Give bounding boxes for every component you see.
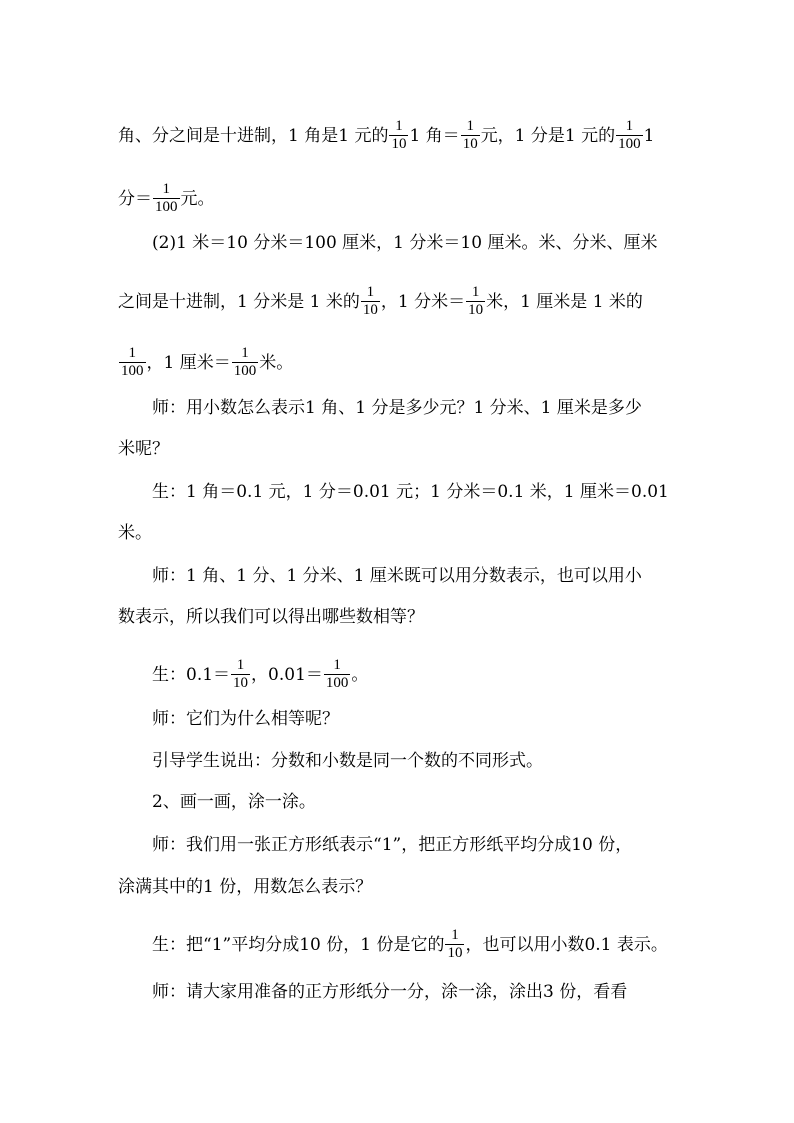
text-run: 生：把“1”平均分成10 份，1 份是它的 [152, 934, 445, 955]
line-11 [118, 606, 678, 628]
text-run: 角、分之间是十进制，1 角是1 元的 [118, 125, 389, 146]
fraction [616, 118, 643, 153]
text-run: ，1 分米＝ [380, 291, 466, 312]
fraction-denominator: 100 [618, 136, 641, 152]
text-run: 元。 [180, 188, 215, 209]
line-15 [152, 791, 678, 813]
text-run: ，0.01＝ [251, 664, 323, 685]
text-run: (2)1 米＝10 分米＝100 厘米，1 分米＝10 厘米。米、分米、厘米 [152, 233, 658, 253]
fraction [324, 657, 351, 692]
fraction-denominator: 100 [233, 363, 257, 379]
fraction-denominator: 10 [447, 945, 463, 961]
line-6 [152, 397, 678, 419]
text-run: 米。 [118, 523, 152, 543]
line-3 [152, 232, 678, 254]
text-run: 1 角＝ [409, 125, 460, 146]
line-2 [118, 181, 678, 216]
line-18 [152, 927, 678, 962]
fraction-denominator: 10 [362, 302, 378, 318]
text-run: 生：1 角＝0.1 元，1 分＝0.01 元；1 分米＝0.1 米，1 厘米＝0.01 [152, 482, 669, 502]
text-run: 之间是十进制，1 分米是 1 米的 [118, 291, 360, 312]
text-run: 生：0.1＝ [152, 664, 231, 685]
fraction-denominator: 100 [325, 675, 349, 691]
fraction-numerator: 1 [241, 345, 249, 361]
fraction [389, 118, 408, 153]
fraction [119, 345, 146, 380]
fraction-denominator: 10 [468, 302, 484, 318]
fraction-numerator: 1 [236, 657, 245, 673]
line-8 [152, 481, 678, 503]
fraction [231, 657, 250, 692]
text-run: 米。 [259, 352, 294, 373]
fraction-numerator: 1 [466, 118, 474, 134]
line-7 [118, 438, 678, 460]
line-12 [152, 657, 678, 692]
text-run: 师：我们用一张正方形纸表示“1”，把正方形纸平均分成10 份， [152, 835, 633, 855]
fraction [232, 345, 259, 380]
text-run: 师：1 角、1 分、1 分米、1 厘米既可以用分数表示，也可以用小 [152, 566, 642, 586]
fraction-denominator: 10 [233, 675, 249, 691]
text-run: 分＝ [118, 188, 152, 209]
text-run: 米呢？ [118, 439, 169, 459]
fraction-denominator: 100 [155, 199, 178, 215]
fraction [461, 118, 480, 153]
line-1 [118, 118, 678, 153]
text-run: 米，1 厘米是 1 米的 [486, 291, 643, 312]
line-10 [152, 565, 678, 587]
line-17 [118, 876, 678, 898]
line-19 [152, 981, 678, 1003]
line-4 [118, 284, 678, 319]
text-run: 师：请大家用准备的正方形纸分一分，涂一涂，涂出3 份，看看 [152, 982, 628, 1002]
line-16 [152, 834, 678, 856]
text-run: 师：它们为什么相等呢？ [152, 709, 339, 729]
fraction [445, 927, 464, 962]
text-run: 1 [643, 125, 655, 146]
text-run: 数表示，所以我们可以得出哪些数相等？ [118, 607, 424, 627]
line-5 [118, 345, 678, 380]
text-run: 涂满其中的1 份，用数怎么表示？ [118, 877, 373, 897]
text-run: 师：用小数怎么表示1 角、1 分是多少元？1 分米、1 厘米是多少 [152, 398, 642, 418]
fraction-denominator: 10 [391, 136, 407, 152]
text-run: ，1 厘米＝ [146, 352, 231, 373]
fraction-numerator: 1 [451, 927, 459, 943]
fraction-numerator: 1 [395, 118, 403, 134]
fraction-numerator: 1 [162, 181, 170, 197]
fraction-numerator: 1 [333, 657, 341, 673]
text-run: 。 [351, 664, 369, 685]
text-run: 2、画一画，涂一涂。 [152, 792, 316, 812]
fraction-numerator: 1 [471, 284, 480, 300]
text-run: 元，1 分是1 元的 [480, 125, 616, 146]
text-run: 引导学生说出：分数和小数是同一个数的不同形式。 [152, 751, 543, 771]
fraction-numerator: 1 [625, 118, 634, 134]
line-13 [152, 708, 678, 730]
fraction [153, 181, 180, 216]
text-run: ，也可以用小数0.1 表示。 [465, 934, 668, 955]
fraction-denominator: 100 [121, 363, 144, 379]
fraction [361, 284, 380, 319]
fraction-denominator: 10 [462, 136, 478, 152]
fraction-numerator: 1 [128, 345, 136, 361]
line-9 [118, 522, 678, 544]
line-14 [152, 750, 678, 772]
fraction [466, 284, 485, 319]
fraction-numerator: 1 [366, 284, 375, 300]
